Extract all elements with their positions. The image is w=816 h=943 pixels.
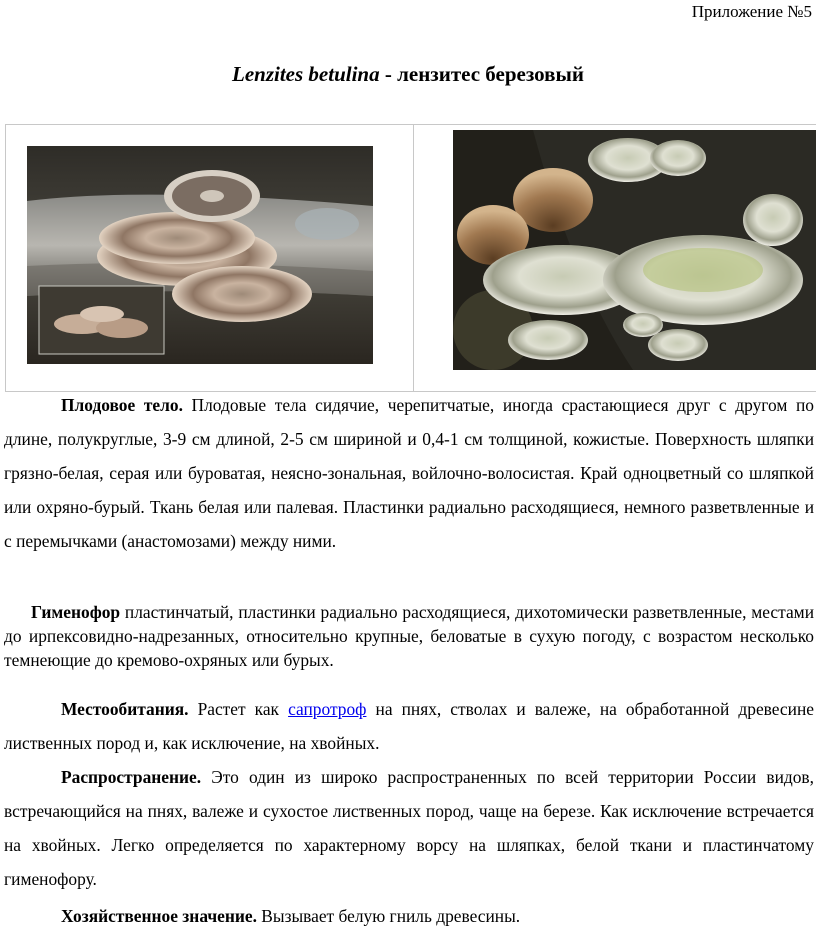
label-economic-value: Хозяйственное значение. [61, 906, 257, 926]
page-title [0, 62, 816, 87]
paragraph-distribution [4, 760, 814, 896]
paragraph-economic-value [4, 899, 814, 933]
text-habitat-pre: Растет как [188, 699, 289, 719]
text-fruiting-body: Плодовые тела сидячие, черепитчатые, иногда срастающиеся друг с другом по длине, полукруглые, 3-9 см длиной, 2-5 см шириной и 0,4-1 см толщиной, кожистые. Поверхность шляпки грязно-белая, серая или буроватая, неясно-зональная, войлочно-волосистая. Край одноцветный со шляпкой или охряно-бурый. Ткань белая или палевая. Пластинки радиально расходящиеся, немного разветвленные и с перемычками (анастомозами) между ними. [4, 395, 814, 551]
title-latin: Lenzites betulina [232, 62, 380, 86]
label-distribution: Распространение. [61, 767, 202, 787]
appendix-label: Приложение №5 [691, 2, 812, 21]
saprotroph-link[interactable]: сапротроф [288, 699, 367, 719]
label-habitat: Местообитания. [61, 699, 189, 719]
title-russian: - лензитес березовый [379, 62, 584, 86]
paragraph-fruiting-body [4, 388, 814, 558]
text-economic-value: Вызывает белую гниль древесины. [256, 906, 521, 926]
mushroom-photo-on-log [27, 146, 373, 364]
text-hymenophore: пластинчатый, пластинки радиально расходящиеся, дихотомически разветвленные, местами до ирпексовидно-надрезанных, относительно крупные, беловатые в сухую погоду, с возрастом несколько темнеющие до кремово-охряных или бурых. [4, 602, 814, 670]
label-hymenophore: Гименофор [31, 602, 121, 622]
paragraph-habitat [4, 692, 814, 760]
photo-table [5, 124, 816, 392]
text-distribution: Это один из широко распространенных по всей территории России видов, встречающийся на пнях, валеже и сухостое лиственных пород, чаще на березе. Как исключение встречается на хвойных. Легко определяется по характерному ворсу на шляпках, белой ткани и пластинчатому гименофору. [4, 767, 814, 889]
table-divider [413, 125, 414, 391]
label-fruiting-body: Плодовое тело. [61, 395, 183, 415]
mushroom-photo-cluster [453, 130, 816, 370]
paragraph-hymenophore [4, 600, 814, 672]
text-habitat-post: на пнях, стволах и валеже, на обработанной древесине лиственных пород и, как исключение, на хвойных. [4, 699, 814, 753]
